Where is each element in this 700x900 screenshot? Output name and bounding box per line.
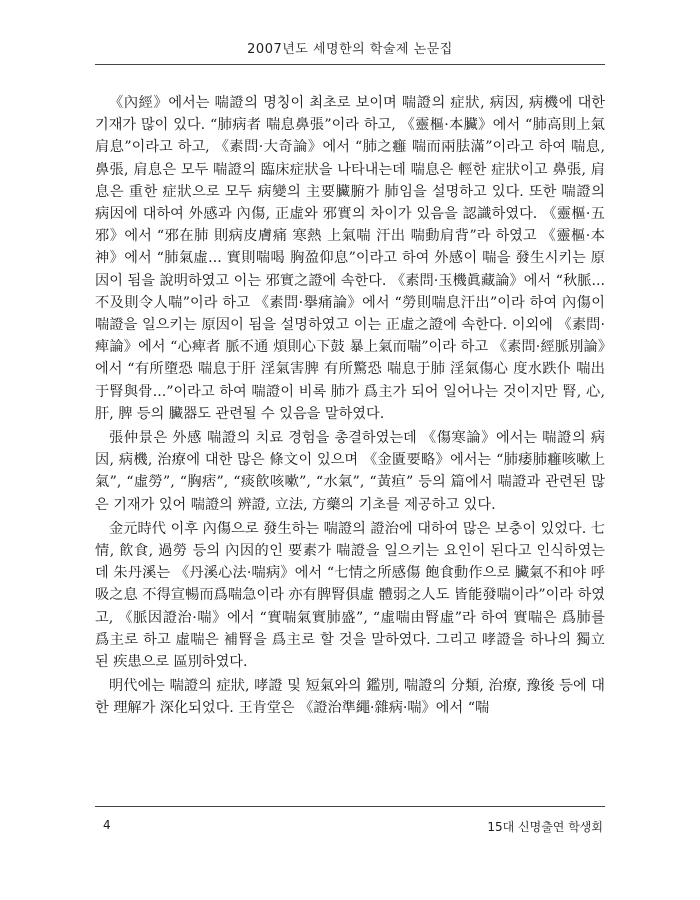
running-header: 2007년도 세명한의 학술제 논문집 bbox=[247, 42, 453, 57]
running-footer: 15대 신명출연 학생회 bbox=[487, 820, 603, 834]
header-rule bbox=[95, 64, 605, 65]
page-number: 4 bbox=[103, 818, 111, 832]
paragraph: 明代에는 喘證의 症狀, 哮證 및 短氣와의 鑑別, 喘證의 分類, 治療, 豫後 등에 대한 理解가 深化되었다. 王肯堂은 《證治準繩·雜病·喘》에서 “喘 bbox=[95, 678, 605, 717]
paragraph: 金元時代 이후 內傷으로 發生하는 喘證의 證治에 대하여 많은 보충이 있었다. 七情, 飮食, 過勞 등의 內因的인 要素가 喘證을 일으키는 요인이 된다고 인식하였는데 朱丹溪는 《丹溪心法·喘病》에서 “七情之所感傷 飽食動作으로 臟氣不和야 呼吸之息 不得宣暢而爲喘急이라 亦有脾腎俱虛 體弱之人도 皆能發喘이라”이라 하였고, 《脈因證治·喘》에서 “實喘氣實肺盛”, “虛喘由腎虛”라 하여 實喘은 爲肺를 爲主로 하고 虛喘은 補腎을 爲主로 할 것을 말하였다. 그리고 哮證을 하나의 獨立된 疾患으로 區別하였다. bbox=[95, 520, 605, 671]
paragraph: 張仲景은 外感 喘證의 치료 경험을 총결하였는데 《傷寒論》에서는 喘證의 病因, 病機, 治療에 대한 많은 條文이 있으며 《金匱要略》에서는 “肺痿肺癰咳嗽上氣”, “虛勞”, “胸痞”, “痰飮咳嗽”, “水氣”, “黃疸” 등의 篇에서 喘證과 관련된 많은 기재가 있어 喘證의 辨證, 立法, 方藥의 기초를 제공하고 있다. bbox=[95, 430, 605, 513]
body-text bbox=[95, 92, 605, 722]
footer-rule bbox=[95, 806, 605, 807]
paragraph: 《內經》에서는 喘證의 명칭이 최초로 보이며 喘證의 症狀, 病因, 病機에 대한 기재가 많이 있다. “肺病者 喘息鼻張”이라 하고, 《靈樞·本臟》에서 “肺高則上氣肩息”이라고 하고, 《素問·大奇論》에서 “肺之癰 喘而兩胠滿”이라고 하여 喘息, 鼻張, 肩息은 모두 喘證의 臨床症狀을 나타내는데 喘息은 輕한 症狀이고 鼻張, 肩息은 重한 症狀으로 모두 病變의 主要臟腑가 肺임을 설명하고 있다. 또한 喘證의 病因에 대하여 外感과 內傷, 正虛와 邪實의 차이가 있음을 認識하였다. 《靈樞·五邪》에서 “邪在肺 則病皮膚痛 寒熱 上氣喘 汗出 喘動肩背”라 하였고 《靈樞·本神》에서 “肺氣虛... 實則喘喝 胸盈仰息”이라고 하여 外感이 喘을 發生시키는 原因이 됨을 說明하였고 이는 邪實之證에 속한다. 《素問·玉機眞藏論》에서 “秋脈... 不及則令人喘”이라 하고 《素問·擧痛論》에서 “勞則喘息汗出”이라 하여 內傷이 喘證을 일으키는 原因이 됨을 설명하였고 이는 正虛之證에 속한다. 이외에 《素問·痺論》에서 “心痺者 脈不通 煩則心下鼓 暴上氣而喘”이라 하고 《素問·經脈別論》에서 “有所墮恐 喘息于肝 淫氣害脾 有所驚恐 喘息于肺 淫氣傷心 度水跌仆 喘出于腎與骨...”이라고 하여 喘證이 비록 肺가 爲主가 되어 일어나는 것이지만 腎, 心, 肝, 脾 등의 臟器도 관련될 수 있음을 말하였다. bbox=[95, 95, 605, 422]
